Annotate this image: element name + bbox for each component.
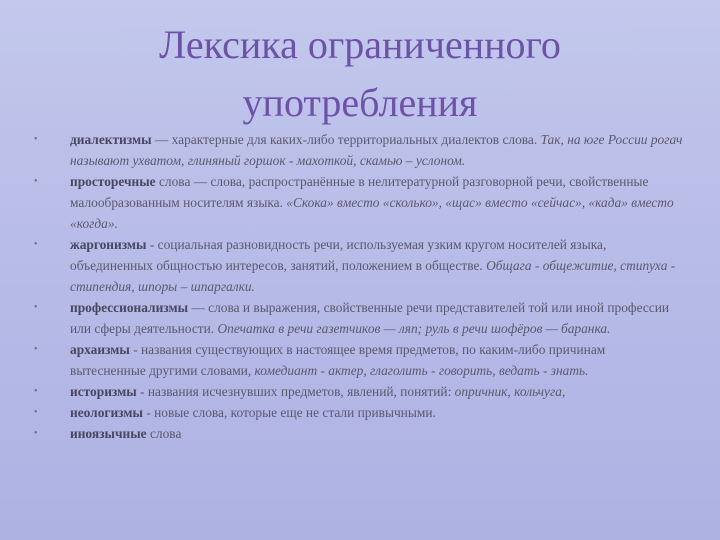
bullet-icon: • [34,407,38,418]
bullet-icon: • [34,344,38,355]
bullet-icon: • [34,239,38,250]
definition: - названия исчезнувших предметов, явлений, понятий: [136,384,455,399]
list-item-foreign-words [34,423,684,444]
list-item-archaisms [34,339,684,381]
example: опричник, кольчуга, [454,384,566,399]
definition: - новые слова, которые еще не стали привычными. [142,405,436,420]
bullet-icon: • [34,386,38,397]
list-item-dialectisms [34,129,684,171]
slide-title-line-2: употребления [242,80,478,125]
example: «Скока» вместо «сколько», «щас» вместо «сейчас», «када» вместо «когда». [70,195,674,231]
term: архаизмы [70,342,130,357]
term: профессионализмы [70,300,189,315]
list-item-historicisms [34,381,684,402]
list-item-jargon [34,234,684,297]
definition: слова — слова, распространённые в нелитературной разговорной речи, свойственные малообразованным носителям языка. [70,174,649,210]
list-item-colloquial [34,171,684,234]
definition: — характерные для каких-либо территориальных диалектов слова. [151,132,541,147]
term: неологизмы [70,405,143,420]
definition: слова [146,426,182,441]
slide-title [60,16,660,132]
bullet-icon: • [34,428,38,439]
term: диалектизмы [70,132,152,147]
term: жаргонизмы [70,237,147,252]
definition: - социальная разновидность речи, используемая узким кругом носителей языка, объединенных общностью интересов, занятий, положением в обществе. [70,237,607,273]
bullet-icon: • [34,302,38,313]
definition: - названия существующих в настоящее время предметов, по каким-либо причинам вытесненные другими словами, [70,342,606,378]
example: Общага - общежитие, стипуха - стипендия, шпоры – шпаргалки. [70,258,676,294]
definition: — слова и выражения, свойственные речи представителей той или иной профессии или сферы деятельности. [70,300,670,336]
slide-title-line-1: Лексика ограниченного [159,22,561,67]
term: иноязычные [70,426,147,441]
list-item-neologisms [34,402,684,423]
term: историзмы [70,384,137,399]
example: комедиант - актер, глаголить - говорить, ведать - знать. [254,363,589,378]
bullet-icon: • [34,134,38,145]
example: Так, на юге России рогач называют ухватом, глиняный горшок - махоткой, скамью – услоном. [70,132,683,168]
bullet-list [34,129,684,444]
term: просторечные [70,174,156,189]
bullet-icon: • [34,176,38,187]
example: Опечатка в речи газетчиков — ляп; руль в речи шофёров — баранка. [217,321,611,336]
list-item-professionalisms [34,297,684,339]
